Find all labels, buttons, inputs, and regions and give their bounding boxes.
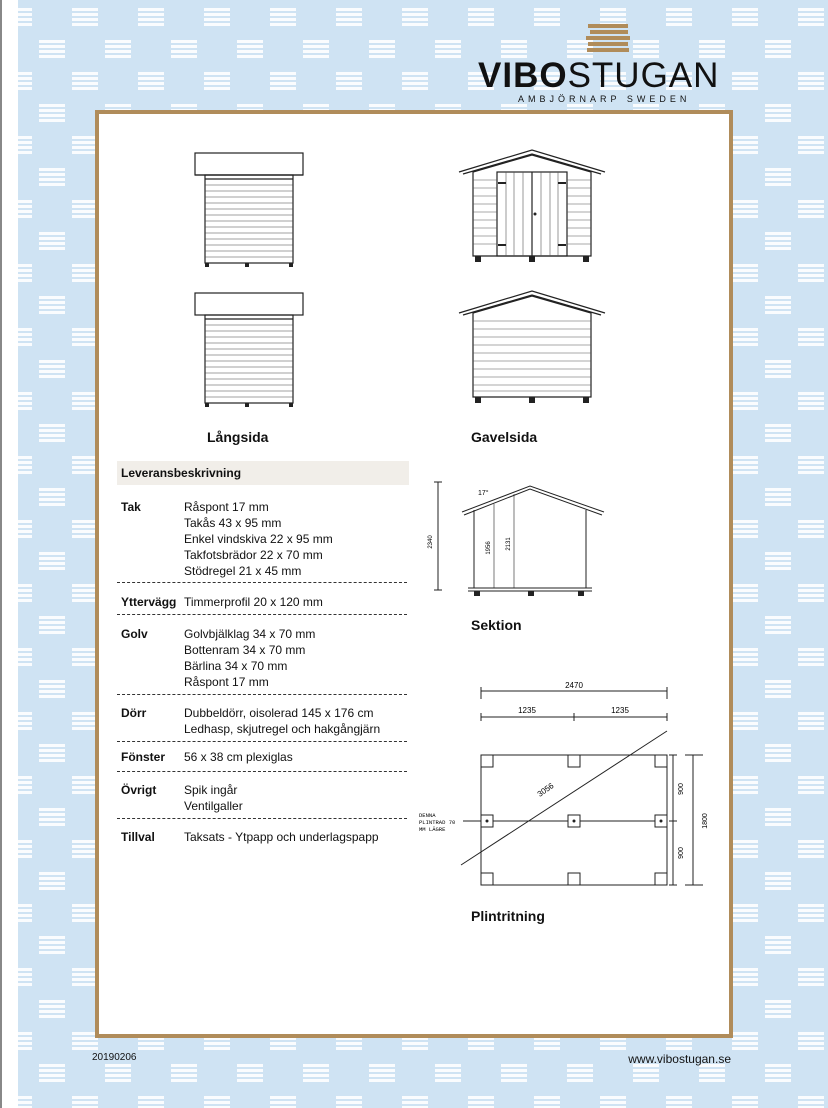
plint-right-top: 900 [678, 783, 685, 795]
plintritning-drawing [417, 679, 717, 899]
spec-key: Golv [121, 627, 148, 641]
plint-diagonal: 3056 [535, 781, 556, 799]
spec-heading: Leveransbeskrivning [117, 461, 409, 485]
spec-key: Fönster [121, 750, 166, 764]
divider [117, 582, 407, 583]
spec-line: Takås 43 x 95 mm [184, 516, 282, 530]
spec-key: Tillval [121, 830, 155, 844]
sektion-height-center: 2131 [506, 537, 512, 551]
spec-line: Dubbeldörr, oisolerad 145 x 176 cm [184, 706, 374, 720]
spec-line: Takfotsbrädor 22 x 70 mm [184, 548, 323, 562]
spec-line: Bärlina 34 x 70 mm [184, 659, 288, 673]
spec-line: Råspont 17 mm [184, 675, 269, 689]
plint-note-line: DENNA [419, 812, 436, 819]
brand-tagline: AMBJÖRNARP SWEDEN [518, 94, 691, 104]
spec-line: Timmerprofil 20 x 120 mm [184, 595, 323, 609]
brand-logo [478, 22, 738, 104]
spec-key: Tak [121, 500, 141, 514]
spec-line: Taksats - Ytpapp och underlagspapp [184, 830, 379, 844]
brand-name-light: STUGAN [567, 56, 720, 95]
divider [117, 741, 407, 742]
sektion-angle: 17° [478, 490, 489, 497]
spec-line: Golvbjälklag 34 x 70 mm [184, 627, 316, 641]
plint-half-left: 1235 [518, 706, 536, 715]
langsida-drawing-top [191, 149, 311, 269]
plint-width-total: 2470 [565, 681, 583, 690]
sektion-drawing [424, 476, 614, 598]
spec-line: Enkel vindskiva 22 x 95 mm [184, 532, 333, 546]
spec-key: Dörr [121, 706, 147, 720]
spec-key: Yttervägg [121, 595, 177, 609]
plint-half-right: 1235 [611, 706, 629, 715]
langsida-drawing-bottom [191, 289, 311, 409]
plint-note-line: PLINTRAD 70 [419, 819, 456, 826]
website-link[interactable]: www.vibostugan.se [628, 1052, 731, 1066]
brand-name-bold: VIBO [478, 56, 568, 95]
plintritning-label: Plintritning [471, 908, 545, 924]
plint-note-line: MM LÄGRE [419, 826, 446, 833]
spec-line: Spik ingår [184, 783, 238, 797]
spec-line: Råspont 17 mm [184, 500, 269, 514]
spec-key: Övrigt [121, 783, 157, 797]
langsida-label: Långsida [207, 429, 269, 445]
plint-right-total: 1800 [702, 813, 709, 829]
divider [117, 694, 407, 695]
spec-line: Ventilgaller [184, 799, 243, 813]
spec-line: Bottenram 34 x 70 mm [184, 643, 306, 657]
divider [117, 771, 407, 772]
document-code: 20190206 [92, 1052, 137, 1063]
gavelsida-label: Gavelsida [471, 429, 538, 445]
sektion-height-left: 1956 [486, 541, 492, 555]
sektion-label: Sektion [471, 617, 522, 633]
spec-sheet [95, 110, 733, 1038]
gavelsida-drawing-bottom [457, 289, 607, 409]
spec-line: Stödregel 21 x 45 mm [184, 564, 302, 578]
sektion-height-total: 2340 [428, 535, 434, 549]
gavelsida-drawing-top [457, 148, 607, 268]
spec-line: 56 x 38 cm plexiglas [184, 750, 293, 764]
spec-line: Ledhasp, skjutregel och hakgångjärn [184, 722, 381, 736]
divider [117, 614, 407, 615]
divider [117, 818, 407, 819]
plint-right-bottom: 900 [678, 847, 685, 859]
